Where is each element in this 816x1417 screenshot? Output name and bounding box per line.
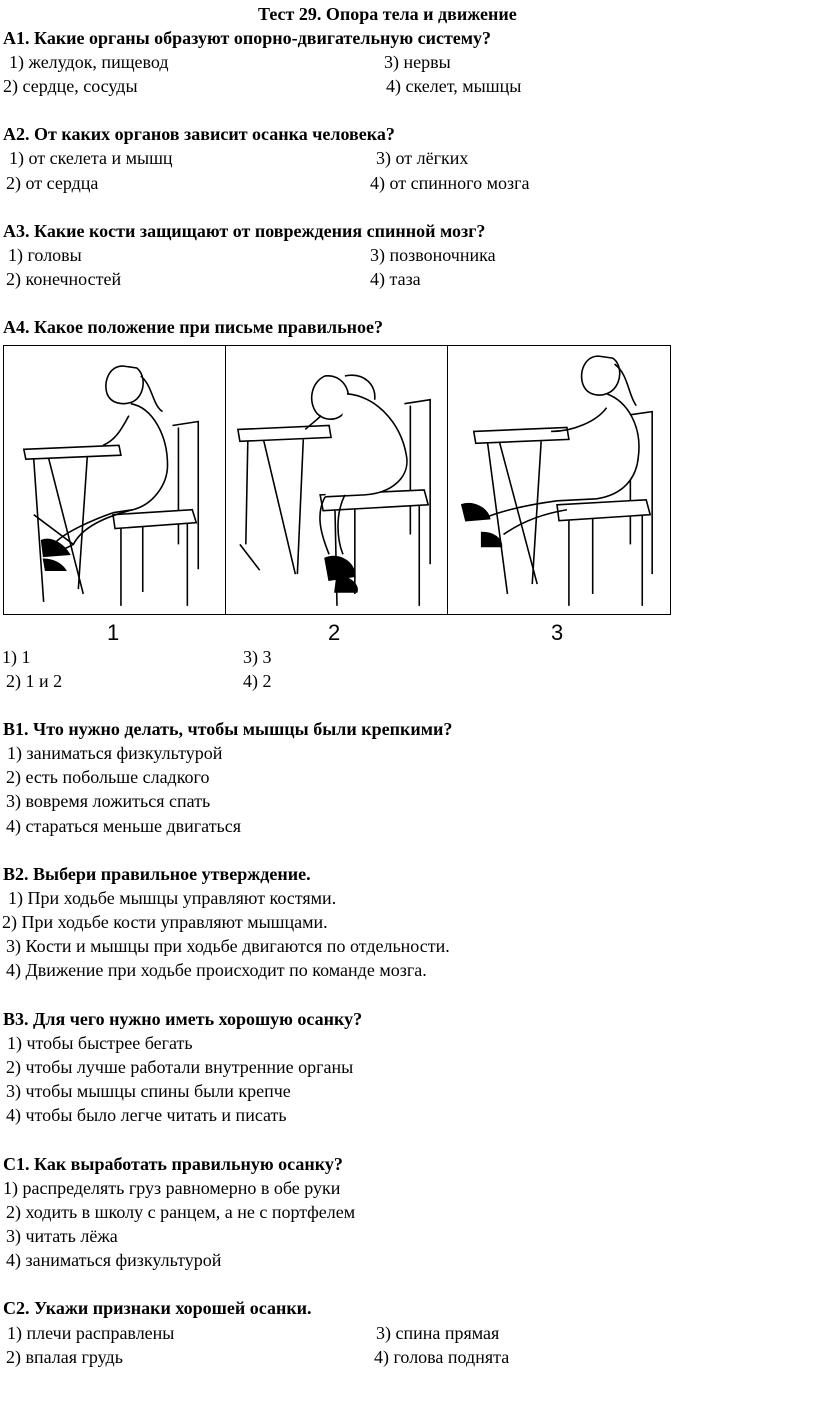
page-title: Тест 29. Опора тела и движение [258,4,517,24]
a4-option-4: 4) 2 [243,671,272,691]
c2-option-3: 3) спина прямая [376,1323,500,1343]
c2-option-4: 4) голова поднята [374,1347,510,1367]
b1-option-1: 1) заниматься физкультурой [7,743,223,763]
c1-option-4: 4) заниматься физкультурой [6,1250,222,1270]
question-a3: А3. Какие кости защищают от повреждения спинной мозг? [3,221,486,241]
b1-option-3: 3) вовремя ложиться спать [6,791,211,811]
b3-option-4: 4) чтобы было легче читать и писать [6,1105,287,1125]
question-c1: С1. Как выработать правильную осанку? [3,1154,343,1174]
a4-option-1: 1) 1 [2,647,31,667]
b3-option-3: 3) чтобы мышцы спины были крепче [6,1081,291,1101]
a2-option-4: 4) от спинного мозга [370,173,530,193]
question-a1: А1. Какие органы образуют опорно-двигательную систему? [3,28,492,48]
a2-option-2: 2) от сердца [6,173,99,193]
figure-panel-2 [225,345,449,615]
question-b3: В3. Для чего нужно иметь хорошую осанку? [3,1009,363,1029]
a3-option-2: 2) конечностей [6,269,122,289]
figure-label-1: 1 [107,620,120,645]
posture-figures [3,345,671,615]
question-c2: С2. Укажи признаки хорошей осанки. [3,1298,312,1318]
question-a4: А4. Какое положение при письме правильное? [3,317,383,337]
b2-option-3: 3) Кости и мышцы при ходьбе двигаются по отдельности. [6,936,450,956]
c2-option-1: 1) плечи расправлены [7,1323,175,1343]
c1-option-2: 2) ходить в школу с ранцем, а не с портфелем [6,1202,356,1222]
b1-option-2: 2) есть побольше сладкого [6,767,210,787]
posture-drawing-2 [226,346,448,614]
figure-panel-1 [3,345,227,615]
b2-option-1: 1) При ходьбе мышцы управляют костями. [8,888,337,908]
posture-drawing-1 [4,346,226,614]
c2-option-2: 2) впалая грудь [6,1347,123,1367]
question-a2: А2. От каких органов зависит осанка человека? [3,124,395,144]
a1-option-4: 4) скелет, мышцы [386,76,522,96]
a3-option-4: 4) таза [370,269,421,289]
c1-option-3: 3) читать лёжа [6,1226,118,1246]
a1-option-1: 1) желудок, пищевод [9,52,169,72]
b2-option-2: 2) При ходьбе кости управляют мышцами. [2,912,328,932]
b3-option-1: 1) чтобы быстрее бегать [7,1033,193,1053]
a4-option-3: 3) 3 [243,647,272,667]
a1-option-3: 3) нервы [384,52,451,72]
b1-option-4: 4) стараться меньше двигаться [6,816,242,836]
a3-option-1: 1) головы [8,245,82,265]
question-b1: В1. Что нужно делать, чтобы мышцы были крепкими? [3,719,453,739]
figure-label-3: 3 [551,620,564,645]
a4-option-2: 2) 1 и 2 [6,671,63,691]
a3-option-3: 3) позвоночника [370,245,496,265]
a2-option-1: 1) от скелета и мышц [9,148,173,168]
a1-option-2: 2) сердце, сосуды [3,76,138,96]
b3-option-2: 2) чтобы лучше работали внутренние органы [6,1057,354,1077]
figure-panel-3 [447,345,671,615]
question-b2: В2. Выбери правильное утверждение. [3,864,311,884]
posture-drawing-3 [448,346,670,614]
c1-option-1: 1) распределять груз равномерно в обе руки [3,1178,341,1198]
a2-option-3: 3) от лёгких [376,148,469,168]
b2-option-4: 4) Движение при ходьбе происходит по команде мозга. [6,960,427,980]
figure-label-2: 2 [328,620,341,645]
